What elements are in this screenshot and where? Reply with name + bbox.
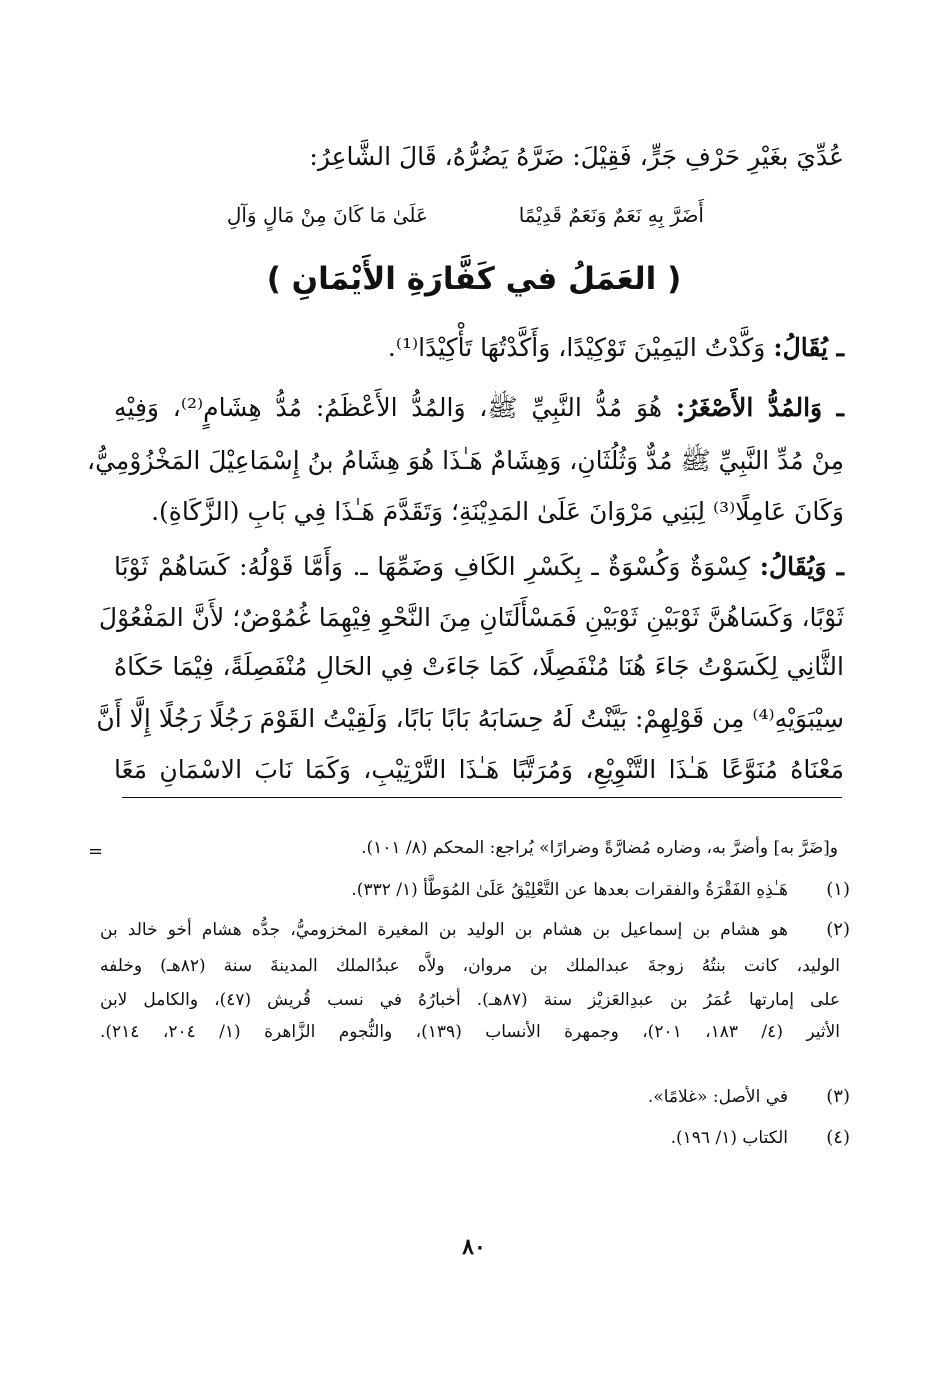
paragraph-2-lead: ـ وَالمُدُّ الأَصْغَرُ: [675,393,844,422]
footnote-3-number: (٣) [826,1086,850,1107]
footnote-2-line-1: هو هشام بن إسماعيل بن هشام بن الوليد بن المغيرة المخزوميُّ، جدُّه هشام أخو خالد بن [100,920,788,940]
paragraph-3-line-4: سِيْبَوَيْهِ⁽⁴⁾ مِن قَوْلِهِمْ: بَيَّنْتُ لَهُ حِسَابَهُ بَابًا بَابًا، وَلَقِيْتُ القَوْمَ رَجُلًا رَجُلًا إِلَّا أَنَّ [96,704,844,733]
footnote-3-text: في الأصل: «غلامًا». [647,1087,788,1107]
paragraph-3-text: كِسْوَةٌ وَكُسْوَةٌ ـ بِكَسْرِ الكَافِ وَضَمِّهَا ـ. وَأَمَّا قَوْلُهُ: كَسَاهُمْ ثَوْبًا [114,552,751,581]
paragraph-3-line-2: ثَوْبًا، وَكَسَاهُنَّ ثَوْبَيْنِ ثَوْبَيْنِ فَمَسْأَلَتَانِ مِنَ النَّحْوِ فِيْهِمَا غُمُوْضٌ؛ لأَنَّ المَفْعُوْلَ [98,603,844,632]
paragraph-2-text: هُوَ مُدُّ النَّبِيِّ ﷺ، وَالمُدُّ الأَعْظَمُ: مُدُّ هِشَامٍ⁽²⁾، وَفِيْهِ [114,393,663,422]
paragraph-1-line-1 [114,333,844,363]
paragraph-2-line-1 [114,393,844,423]
footnote-4-text: الكتاب (١/ ١٩٦). [670,1128,788,1148]
paragraph-1-lead: ـ يُقَالُ: [773,333,844,362]
verse-first-hemistich: أَضَرَّ بِهِ نَعَمٌ وَنَعَمٌ قَدِيْمًا [518,203,704,227]
footnote-2-line-4: الأثير (٤/ ١٨٣، ٢٠١)، وجمهرة الأنساب (١٣٩)، والنُّجوم الزَّاهرة (١/ ٢٠٤، ٢١٤). [100,1022,841,1042]
paragraph-3-line-5: مَعْنَاهُ مُنَوَّعًا هَـٰذَا التَّنْوِيْعِ، وَمُرَتَّبًا هَـٰذَا التَّرْتِيْبِ، وَكَمَا نَابَ الاسْمَانِ مَعًا [114,755,844,784]
paragraph-3-line-1 [114,552,844,582]
paragraph-3-lead: ـ وَيُقَالُ: [759,552,845,581]
footnote-4-number: (٤) [826,1127,850,1148]
paragraph-1-text: وَكَّدْتُ اليَمِيْنَ تَوْكِيْدًا، وَأَكَّدْتُهَا تَأْكِيْدًا⁽¹⁾. [387,333,766,362]
verse-second-hemistich: عَلَىٰ مَا كَانَ مِنْ مَالٍ وَآلِ [226,203,428,227]
footnote-separator [122,797,842,798]
footnote-continuation: و[ضَرَّ به] وأضرَّ به، وضاره مُضارَّةً وضرارًا» يُراجع: المحكم (٨/ ١٠١). [361,838,838,858]
intro-line: عُدِّيَ بغَيْرِ حَرْفِ جَرٍّ، فَقِيْلَ: ضَرَّهُ يَضُرُّهُ، قَالَ الشَّاعِرُ: [309,142,844,171]
footnote-2-number: (٢) [826,919,850,940]
footnote-1-text: هَـٰذِهِ الفَقْرَةُ والفقرات بعدها عن التَّعْلِيْقُ عَلَىٰ المُوَطَّأ (١/ ٣٣٢). [351,880,788,900]
footnote-2-line-2: الوليد، كانت بنتُهُ زوجةَ عبدالملك بن مروان، ولاَّه عبدُالملك المدينةَ سنة (٨٢هـ) وخلفه [100,956,840,976]
paragraph-2-line-2: مِنْ مُدِّ النَّبِيِّ ﷺ مُدٌّ وَثُلُثَانِ، وَهِشَامٌ هَـٰذَا هُوَ هِشَامُ بنُ إِسْمَاعِيْلَ المَخْزُوْمِيُّ، [87,446,844,475]
page-number: ٨٠ [462,1234,486,1260]
footnote-2-line-3: على إمارتها عُمَرُ بن عبدِالعَزيْز سنة (٨٧هـ). أخبارُهُ في نسب قُريش (٤٧)، والكامل لابن [100,990,840,1010]
footnote-1-number: (١) [826,879,850,900]
footnote-continuation-mark: = [88,841,104,862]
section-heading: ( العَمَلُ في كَفَّارَةِ الأَيْمَانِ ) [266,261,682,297]
paragraph-2-line-3: وَكَانَ عَامِلًا⁽³⁾ لِبَنِي مَرْوَانَ عَلَىٰ المَدِيْنَةِ؛ وَتَقَدَّمَ هَـٰذَا فِي بَابِ (الزَّكَاةِ). [151,497,844,526]
paragraph-3-line-3: الثَّانِي لِكَسَوْتُ جَاءَ هُنَا مُنْفَصِلًا، كَمَا جَاءَتْ فِي الحَالِ مُنْفَصِلَةً، فِيْمَا حَكَاهُ [114,652,844,681]
